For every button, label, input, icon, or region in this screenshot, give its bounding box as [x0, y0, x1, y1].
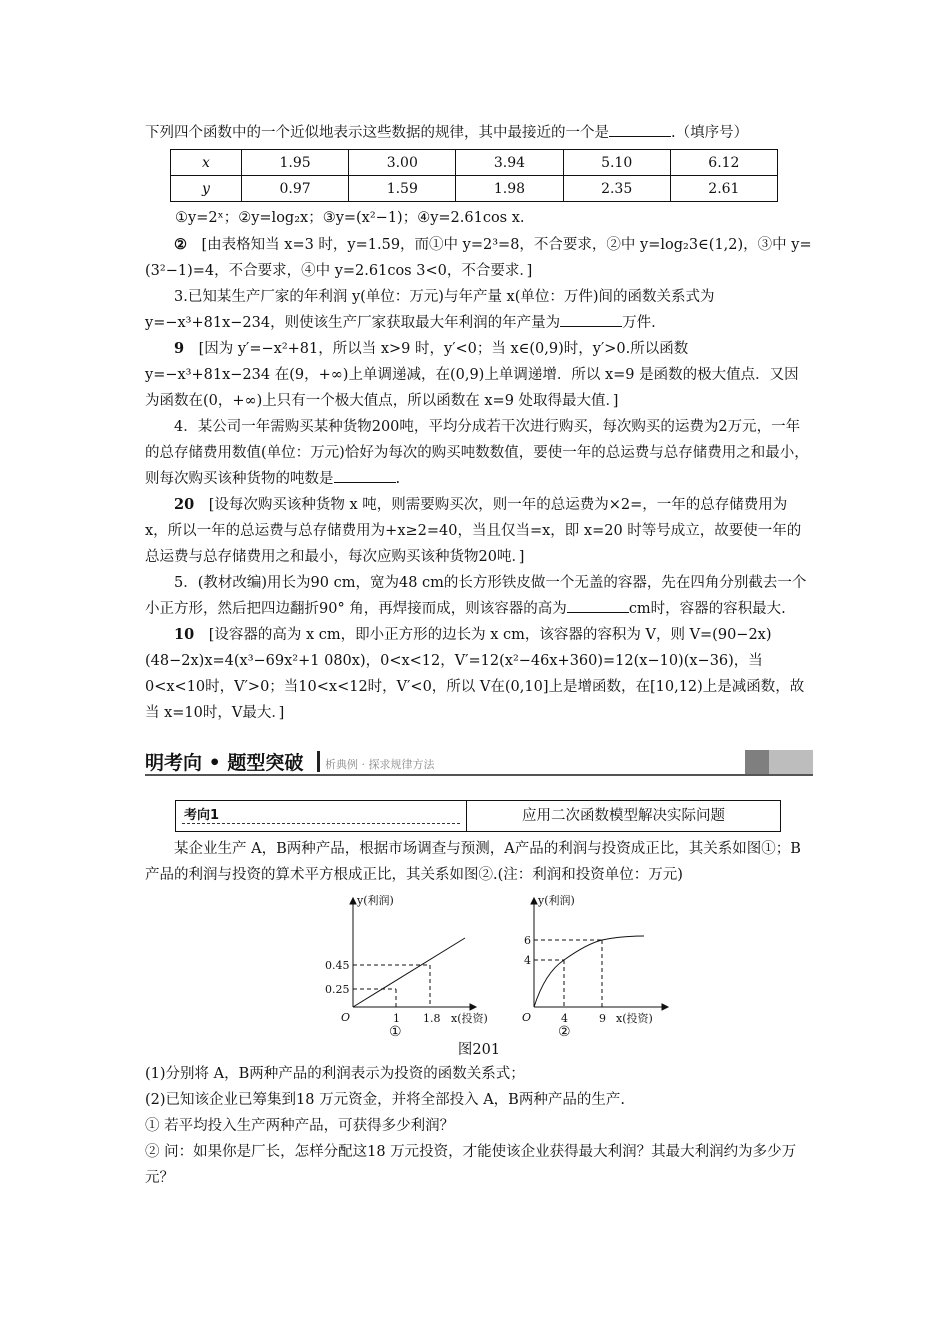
answer-blank	[609, 122, 671, 137]
row-header-y: y	[171, 176, 242, 202]
table-cell: 3.00	[349, 150, 456, 176]
q3-question: 3.已知某生产厂家的年利润 y(单位：万元)与年产量 x(单位：万件)间的函数关系式为 y=−x³+81x−234，则使该生产厂家获取最大年利润的年产量为 万件.	[145, 289, 715, 331]
answer-blank	[567, 598, 629, 613]
table-cell: 0.97	[242, 176, 349, 202]
q4-solution: 20 [设每次购买该种货物 x 吨，则需要购买次，则一年的总运费为×2=，一年的总存储费用为 x，所以一年的总运费与总存储费用为+x≥2=40，当且仅当=x，即 x=20 时等号成立，故要使一年的总运费与总存储费用之和最小，每次应购买该种货物20吨．]	[145, 496, 802, 565]
fig2-origin: O	[522, 1011, 532, 1024]
fig1-ylabel: y(利润)	[357, 894, 394, 907]
row-header-x: x	[171, 150, 242, 176]
q5-question: 5．(教材改编)用长为90 cm，宽为48 cm的长方形铁皮做一个无盖的容器，先在四角分别截去一个小正方形，然后把四边翻折90° 角，再焊接而成，则该容器的高为 cm时，容器的容积最大.	[145, 575, 807, 617]
table-cell: 1.95	[242, 150, 349, 176]
topic-title: 应用二次函数模型解决实际问题	[522, 808, 725, 824]
fig1-number: ①	[389, 1024, 402, 1040]
table-cell: 2.35	[563, 176, 670, 202]
data-table	[170, 149, 778, 202]
topic-box	[175, 800, 781, 832]
fig1-ytick: 0.45	[325, 959, 350, 972]
sub-question-1: (1)分别将 A，B两种产品的利润表示为投资的函数关系式；	[145, 1066, 525, 1082]
intro-text: 下列四个函数中的一个近似地表示这些数据的规律，其中最接近的一个是 .（填序号）	[145, 120, 813, 146]
sub-question-2a: ① 若平均投入生产两种产品，可获得多少利润？	[145, 1118, 455, 1134]
fig2-ytick: 4	[524, 954, 531, 967]
fig2-ylabel: y(利润)	[538, 894, 575, 907]
answer-blank	[560, 312, 622, 327]
section-divider	[317, 751, 320, 772]
options-line: ①y=2ˣ；②y=log₂x；③y=(x²−1)；④y=2.61cos x.	[175, 210, 525, 226]
sub-question-2b: ② 问：如果你是厂长，怎样分配这18 万元投资，才能使该企业获得最大利润？其最大利润约为多少万元？	[145, 1144, 797, 1186]
table-cell: 5.10	[563, 150, 670, 176]
table-cell: 6.12	[670, 150, 777, 176]
table-cell: 1.59	[349, 176, 456, 202]
figure-1	[325, 892, 488, 1040]
table-cell: 1.98	[456, 176, 563, 202]
problem-text: 某企业生产 A，B两种产品，根据市场调查与预测，A产品的利润与投资成正比，其关系如图①；B产品的利润与投资的算术平方根成正比，其关系如图②.(注：利润和投资单位：万元)	[145, 841, 801, 883]
fig2-xtick: 4	[561, 1012, 568, 1025]
fig1-origin: O	[341, 1011, 351, 1024]
fig1-xtick: 1	[393, 1012, 400, 1025]
table-cell: 3.94	[456, 150, 563, 176]
figure-caption: 图201	[457, 1042, 501, 1058]
q4-question: 4．某公司一年需购买某种货物200吨，平均分成若干次进行购买，每次购买的运费为2万元，一年的总存储费用数值(单位：万元)恰好为每次的购买吨数数值，要使一年的总运费与总存储费用之和最小，则每次购买该种货物的吨数是 .	[145, 419, 809, 487]
q5-solution: 10 [设容器的高为 x cm，即小正方形的边长为 x cm，该容器的容积为 V，则 V=(90−2x)(48−2x)x=4(x³−69x²+1 080x)，0<x<12，V′=12(x²−46x+360)=12(x−10)(x−36)，当0<x<10时，V′>0；当10<x<12时，V′<0，所以 V在(0,10]上是增函数，在[10,12)上是减函数，故当 x=10时，V最大．]	[145, 626, 805, 721]
section-header	[145, 750, 813, 776]
topic-tag: 考向1	[176, 801, 467, 831]
section-title: 明考向 • 题型突破	[145, 752, 304, 774]
answer-blank	[334, 468, 396, 483]
figure-area	[145, 892, 813, 1040]
sub-question-2: (2)已知该企业已筹集到18 万元资金，并将全部投入 A，B两种产品的生产.	[145, 1092, 625, 1108]
fig2-xtick: 9	[599, 1012, 606, 1025]
q3-solution: 9 [因为 y′=−x²+81，所以当 x>9 时，y′<0；当 x∈(0,9)时，y′>0.所以函数 y=−x³+81x−234 在(9，+∞)上单调递减，在(0,9)上单调递增．所以 x=9 是函数的极大值点．又因为函数在(0，+∞)上只有一个极大值点，所以函数在 x=9 处取得最大值．]	[145, 340, 799, 409]
section-subtitle: 析典例 · 探求规律方法	[325, 758, 435, 771]
section-decor-light	[769, 750, 813, 774]
page-content	[145, 120, 813, 1191]
fig2-ytick: 6	[524, 934, 531, 947]
table-row	[171, 150, 778, 176]
q2-solution: ② [由表格知当 x=3 时，y=1.59，而①中 y=2³=8，不合要求，②中 y=log₂3∈(1,2)，③中 y=(3²−1)=4，不合要求，④中 y=2.61cos 3<0，不合要求．]	[145, 236, 812, 279]
fig1-ytick: 0.25	[325, 983, 350, 996]
figure-2	[512, 892, 672, 1040]
fig1-xtick: 1.8	[423, 1012, 441, 1025]
section-decor-dark	[745, 750, 769, 774]
table-row	[171, 176, 778, 202]
fig2-number: ②	[558, 1024, 571, 1040]
fig2-xlabel: x(投资)	[616, 1012, 653, 1025]
table-cell: 2.61	[670, 176, 777, 202]
fig1-xlabel: x(投资)	[451, 1012, 488, 1025]
